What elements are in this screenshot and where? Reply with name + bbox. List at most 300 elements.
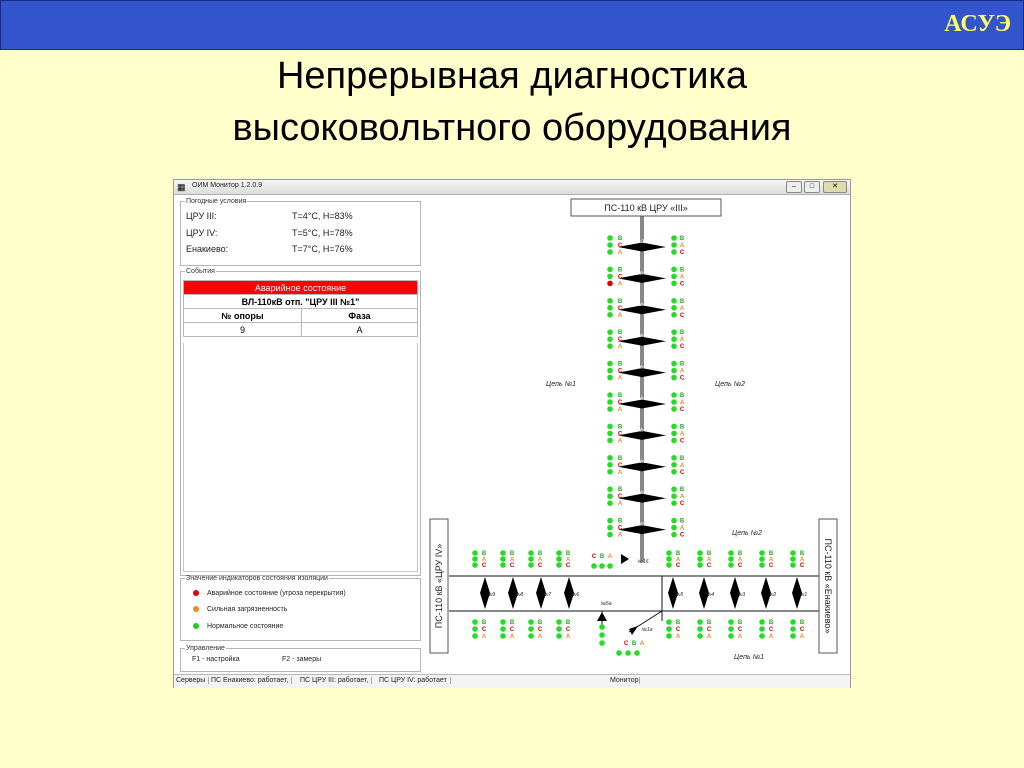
slide-title-line-2: высоковольтного оборудования bbox=[232, 107, 792, 149]
insulator-dot bbox=[607, 493, 613, 499]
insulator-dot bbox=[607, 406, 613, 412]
circuit2-label-horizontal: Цепь №2 bbox=[731, 530, 763, 537]
support-number-label: №9 bbox=[637, 270, 647, 277]
insulator-dot bbox=[790, 550, 796, 556]
insulator-dot bbox=[671, 305, 677, 311]
events-legend: События bbox=[186, 268, 215, 275]
weather-value: T=5°С, H=78% bbox=[292, 228, 353, 238]
phase-letter: В bbox=[537, 551, 543, 557]
phase-letter: С bbox=[679, 532, 685, 539]
insulator-dot bbox=[671, 375, 677, 381]
phase-letter: С bbox=[617, 462, 623, 469]
insulator-dot bbox=[790, 626, 796, 632]
insulator-dot bbox=[607, 399, 613, 405]
insulator-dot bbox=[671, 368, 677, 374]
support-number-label: №1 bbox=[637, 521, 647, 528]
insulator-dot bbox=[607, 500, 613, 506]
phase-letter: С bbox=[768, 627, 774, 633]
phase-letter: А bbox=[617, 250, 623, 256]
insulator-dot bbox=[625, 650, 631, 656]
event-phase-cell[interactable]: А bbox=[302, 323, 418, 337]
insulator-dot bbox=[607, 281, 613, 287]
insulator-dot bbox=[671, 399, 677, 405]
insulator-dot bbox=[671, 312, 677, 318]
phase-letter: В bbox=[617, 267, 623, 274]
insulator-dot bbox=[790, 556, 796, 562]
weather-name: ЦРУ III: bbox=[186, 211, 217, 221]
insulator-dot bbox=[671, 298, 677, 304]
support-number-label: №9 bbox=[487, 592, 496, 598]
insulator-dot bbox=[472, 626, 478, 632]
phase-letter: С bbox=[481, 563, 487, 569]
phase-letter: С bbox=[737, 627, 743, 633]
phase-letter: С bbox=[679, 501, 685, 508]
phase-letter: С bbox=[565, 563, 571, 569]
insulator-dot bbox=[599, 563, 605, 569]
insulator-dot bbox=[759, 550, 765, 556]
weather-value: T=4°С, H=83% bbox=[292, 211, 353, 221]
status-cru4: ПС ЦРУ IV: работает bbox=[379, 677, 451, 684]
insulator-dot bbox=[666, 556, 672, 562]
insulator-dot bbox=[607, 532, 613, 538]
insulator-dot bbox=[759, 619, 765, 625]
phase-letter: С bbox=[679, 250, 685, 256]
insulator-dot bbox=[556, 619, 562, 625]
phase-letter: В bbox=[509, 551, 515, 557]
insulator-dot bbox=[556, 556, 562, 562]
phase-letter: А bbox=[679, 431, 685, 438]
phase-letter: С bbox=[799, 627, 805, 633]
phase-letter: С bbox=[679, 407, 685, 413]
phase-letter: В bbox=[617, 455, 623, 462]
phase-letter: С bbox=[617, 400, 623, 406]
indicators-legend: Значение индикаторов состояния изоляции bbox=[186, 575, 328, 582]
right-substation-label: ПС-110 кВ «Енакиево» bbox=[823, 538, 833, 634]
insulator-dot bbox=[556, 562, 562, 568]
insulator-dot bbox=[607, 298, 613, 304]
branch-16-arrow-icon bbox=[621, 554, 629, 564]
f1-settings-hint[interactable]: F1 - настройка bbox=[192, 656, 240, 663]
phase-letter: А bbox=[617, 407, 623, 413]
support-number-label: №6 bbox=[571, 592, 580, 598]
phase-letter: В bbox=[675, 620, 681, 626]
left-substation-label: ПС-110 кВ «ЦРУ IV» bbox=[434, 543, 444, 629]
insulator-dot bbox=[556, 550, 562, 556]
phase-letter: В bbox=[679, 267, 685, 274]
insulator-dot bbox=[528, 633, 534, 639]
insulator-dot bbox=[666, 619, 672, 625]
phase-letter: В bbox=[799, 620, 805, 626]
legend-label: Аварийное состояние (угроза перекрытия) bbox=[207, 590, 346, 597]
insulator-dot bbox=[671, 392, 677, 398]
phase-letter: А bbox=[679, 368, 685, 375]
phase-letter: С bbox=[675, 563, 681, 569]
insulator-dot bbox=[671, 329, 677, 335]
phase-letter: В bbox=[617, 487, 623, 494]
phase-letter: В bbox=[799, 551, 805, 557]
status-monitor: Монитор bbox=[610, 677, 639, 684]
insulator-dot bbox=[500, 556, 506, 562]
insulator-dot bbox=[671, 431, 677, 437]
circuit1-label-vertical: Цепь №1 bbox=[545, 381, 577, 388]
phase-letter: С bbox=[706, 627, 712, 633]
phase-letter: С bbox=[617, 337, 623, 344]
support-number-label: №6 bbox=[637, 364, 647, 371]
top-substation-label: ПС-110 кВ ЦРУ «III» bbox=[604, 203, 688, 213]
phase-letter: С bbox=[679, 469, 685, 476]
phase-letter: В bbox=[617, 424, 623, 431]
phase-letter: В bbox=[565, 551, 571, 557]
support-number-label: №10 bbox=[636, 239, 648, 245]
insulator-dot bbox=[671, 406, 677, 412]
phase-letter: А bbox=[679, 400, 685, 406]
weather-name: ЦРУ IV: bbox=[186, 228, 218, 238]
minimize-button[interactable]: – bbox=[786, 181, 802, 193]
phase-letter: В bbox=[509, 620, 515, 626]
insulator-dot bbox=[528, 619, 534, 625]
insulator-dot bbox=[671, 343, 677, 349]
insulator-dot bbox=[599, 640, 605, 646]
support-16-label: №16 bbox=[637, 559, 649, 565]
phase-letter: А bbox=[617, 532, 623, 539]
insulator-dot bbox=[607, 469, 613, 475]
phase-letter: В bbox=[481, 551, 487, 557]
window-title: ОИМ Монитор 1.2.0.9 bbox=[192, 182, 263, 189]
phase-letter: В bbox=[537, 620, 543, 626]
title-bar bbox=[0, 0, 1024, 50]
insulator-dot bbox=[671, 242, 677, 248]
support-number-label: №8 bbox=[515, 592, 524, 598]
phase-letter: А bbox=[617, 438, 623, 445]
insulator-dot bbox=[500, 633, 506, 639]
event-alarm-row[interactable]: Аварийное состояние bbox=[184, 281, 418, 295]
phase-letter: А bbox=[565, 634, 571, 640]
phase-letter: С bbox=[623, 641, 629, 647]
phase-letter: А bbox=[679, 274, 685, 281]
branch-1a-arrow-icon bbox=[629, 626, 638, 635]
insulator-dot bbox=[728, 556, 734, 562]
phase-letter: С bbox=[679, 344, 685, 351]
phase-letter: А bbox=[481, 634, 487, 640]
insulator-dot bbox=[728, 626, 734, 632]
phase-letter: С bbox=[679, 375, 685, 382]
phase-letter: С bbox=[617, 494, 623, 501]
close-button[interactable]: ✕ bbox=[823, 181, 847, 193]
phase-letter: В bbox=[679, 424, 685, 431]
insulator-dot bbox=[697, 556, 703, 562]
phase-letter: С bbox=[617, 525, 623, 532]
insulator-dot bbox=[671, 281, 677, 287]
phase-letter: В bbox=[737, 551, 743, 557]
phase-letter: С bbox=[617, 368, 623, 375]
insulator-dot bbox=[607, 462, 613, 468]
insulator-dot bbox=[607, 392, 613, 398]
insulator-dot bbox=[500, 550, 506, 556]
phase-letter: С bbox=[617, 305, 623, 312]
insulator-dot bbox=[671, 424, 677, 430]
phase-letter: В bbox=[617, 236, 623, 242]
phase-letter: А bbox=[768, 634, 774, 640]
insulator-dot bbox=[697, 633, 703, 639]
phase-letter: В bbox=[631, 641, 637, 647]
phase-letter: А bbox=[617, 469, 623, 476]
phase-letter: А bbox=[679, 494, 685, 501]
insulator-dot bbox=[671, 249, 677, 255]
insulator-dot bbox=[759, 556, 765, 562]
insulator-dot bbox=[607, 343, 613, 349]
insulator-dot bbox=[666, 550, 672, 556]
legend-label: Сильная загрязненность bbox=[207, 606, 288, 613]
insulator-dot bbox=[671, 469, 677, 475]
insulator-dot bbox=[472, 619, 478, 625]
phase-letter: В bbox=[679, 455, 685, 462]
insulator-dot bbox=[607, 361, 613, 367]
monitor-window bbox=[173, 179, 851, 688]
phase-letter: С bbox=[617, 274, 623, 281]
insulator-dot bbox=[472, 562, 478, 568]
insulator-dot bbox=[671, 438, 677, 444]
phase-letter: В bbox=[617, 518, 623, 525]
insulator-dot bbox=[671, 532, 677, 538]
insulator-dot bbox=[671, 274, 677, 280]
event-support-cell[interactable]: 9 bbox=[184, 323, 302, 337]
insulator-dot bbox=[472, 633, 478, 639]
phase-letter: А bbox=[679, 525, 685, 532]
status-enakievo: ПС Енакиево: работает, bbox=[211, 677, 292, 684]
insulator-dot bbox=[790, 619, 796, 625]
support-number-label: №7 bbox=[543, 592, 552, 598]
phase-letter: В bbox=[679, 361, 685, 368]
insulator-dot bbox=[528, 562, 534, 568]
phase-letter: С bbox=[591, 554, 597, 560]
phase-letter: В bbox=[565, 620, 571, 626]
insulator-dot bbox=[671, 235, 677, 241]
insulator-dot bbox=[607, 375, 613, 381]
phase-letter: С bbox=[617, 431, 623, 438]
insulator-dot bbox=[607, 431, 613, 437]
insulator-dot bbox=[607, 518, 613, 524]
insulator-dot bbox=[728, 562, 734, 568]
phase-letter: В bbox=[679, 393, 685, 399]
network-scheme bbox=[174, 180, 850, 674]
phase-letter: А bbox=[509, 634, 515, 640]
phase-letter: В bbox=[617, 298, 623, 305]
insulator-dot bbox=[790, 633, 796, 639]
status-bar bbox=[174, 674, 850, 688]
phase-letter: А bbox=[679, 305, 685, 312]
phase-letter: А bbox=[679, 462, 685, 469]
insulator-dot bbox=[607, 455, 613, 461]
insulator-dot bbox=[528, 556, 534, 562]
f2-measure-hint[interactable]: F2 - замеры bbox=[282, 656, 322, 663]
phase-letter: В bbox=[675, 551, 681, 557]
phase-letter: А bbox=[737, 557, 743, 563]
phase-letter: В bbox=[481, 620, 487, 626]
insulator-dot bbox=[671, 500, 677, 506]
insulator-dot bbox=[697, 619, 703, 625]
phase-letter: С bbox=[537, 563, 543, 569]
insulator-dot bbox=[500, 562, 506, 568]
support-number-label: №8 bbox=[637, 301, 647, 308]
phase-letter: А bbox=[537, 557, 543, 563]
phase-letter: В bbox=[679, 330, 685, 337]
phase-letter: В bbox=[617, 330, 623, 337]
insulator-dot bbox=[607, 368, 613, 374]
phase-letter: С bbox=[617, 243, 623, 249]
status-servers: Серверы bbox=[176, 677, 209, 684]
phase-letter: С bbox=[675, 627, 681, 633]
insulator-dot bbox=[528, 550, 534, 556]
insulator-dot bbox=[666, 633, 672, 639]
phase-letter: С bbox=[768, 563, 774, 569]
support-number-label: №5 bbox=[675, 592, 684, 598]
insulator-dot bbox=[607, 267, 613, 273]
support-number-label: №7 bbox=[637, 333, 647, 340]
phase-letter: А bbox=[617, 501, 623, 508]
insulator-dot bbox=[697, 562, 703, 568]
phase-letter: А bbox=[768, 557, 774, 563]
insulator-dot bbox=[728, 633, 734, 639]
phase-letter: А bbox=[706, 557, 712, 563]
insulator-dot bbox=[671, 525, 677, 531]
phase-letter: А bbox=[679, 243, 685, 249]
insulator-dot bbox=[472, 556, 478, 562]
phase-letter: В bbox=[706, 551, 712, 557]
insulator-dot bbox=[607, 438, 613, 444]
phase-letter: С bbox=[737, 563, 743, 569]
insulator-dot bbox=[697, 550, 703, 556]
support-number-label: №4 bbox=[706, 592, 715, 598]
insulator-dot bbox=[607, 249, 613, 255]
phase-letter: А bbox=[799, 557, 805, 563]
insulator-dot bbox=[607, 312, 613, 318]
weather-value: T=7°С, H=76% bbox=[292, 244, 353, 254]
phase-letter: А bbox=[799, 634, 805, 640]
insulator-dot bbox=[671, 518, 677, 524]
branch-5a-arrow-icon bbox=[597, 612, 607, 621]
insulator-dot bbox=[671, 336, 677, 342]
circuit1-label-horizontal: Цепь №1 bbox=[733, 654, 765, 661]
insulator-dot bbox=[671, 455, 677, 461]
brand-logo: АСУЭ bbox=[944, 11, 1011, 37]
insulator-dot bbox=[591, 563, 597, 569]
insulator-dot bbox=[607, 305, 613, 311]
col-support-header: № опоры bbox=[184, 309, 302, 323]
phase-letter: В bbox=[617, 393, 623, 399]
phase-letter: С bbox=[706, 563, 712, 569]
insulator-dot bbox=[607, 486, 613, 492]
phase-letter: В bbox=[768, 551, 774, 557]
phase-letter: А bbox=[607, 554, 613, 560]
phase-letter: В bbox=[679, 487, 685, 494]
support-number-label: №3 bbox=[737, 592, 746, 598]
phase-letter: В bbox=[679, 518, 685, 525]
insulator-dot bbox=[599, 624, 605, 630]
insulator-dot bbox=[500, 626, 506, 632]
phase-letter: В bbox=[617, 361, 623, 368]
insulator-dot bbox=[528, 626, 534, 632]
phase-letter: В bbox=[768, 620, 774, 626]
insulator-dot bbox=[666, 626, 672, 632]
insulator-dot bbox=[607, 336, 613, 342]
insulator-dot bbox=[556, 626, 562, 632]
phase-letter: С bbox=[537, 627, 543, 633]
phase-letter: А bbox=[537, 634, 543, 640]
phase-letter: А bbox=[617, 281, 623, 288]
phase-letter: С bbox=[679, 438, 685, 445]
insulator-dot bbox=[697, 626, 703, 632]
app-icon: ▦ bbox=[177, 182, 186, 192]
insulator-dot bbox=[759, 562, 765, 568]
insulator-dot bbox=[671, 486, 677, 492]
phase-letter: С bbox=[481, 627, 487, 633]
insulator-dot bbox=[607, 274, 613, 280]
status-cru3: ПС ЦРУ III: работает, bbox=[300, 677, 372, 684]
support-5a-label: №5а bbox=[600, 601, 612, 607]
support-number-label: №2 bbox=[768, 592, 777, 598]
weather-name: Енакиево: bbox=[186, 244, 229, 254]
support-number-label: №3 bbox=[637, 458, 647, 465]
phase-letter: В bbox=[679, 298, 685, 305]
phase-letter: С bbox=[509, 627, 515, 633]
phase-letter: С bbox=[565, 627, 571, 633]
phase-letter: В bbox=[706, 620, 712, 626]
insulator-dot bbox=[671, 361, 677, 367]
support-number-label: №5 bbox=[637, 396, 647, 402]
phase-letter: А bbox=[617, 344, 623, 351]
insulator-dot bbox=[671, 462, 677, 468]
insulator-dot bbox=[607, 329, 613, 335]
support-number-label: №2 bbox=[637, 490, 647, 497]
insulator-dot bbox=[607, 424, 613, 430]
insulator-dot bbox=[500, 619, 506, 625]
phase-letter: В bbox=[679, 236, 685, 242]
insulator-dot bbox=[607, 563, 613, 569]
support-1a-label: №1а bbox=[641, 627, 653, 633]
maximize-button[interactable]: □ bbox=[804, 181, 820, 193]
insulator-dot bbox=[607, 242, 613, 248]
phase-letter: А bbox=[675, 557, 681, 563]
insulator-dot bbox=[728, 619, 734, 625]
phase-letter: С bbox=[509, 563, 515, 569]
insulator-dot bbox=[556, 633, 562, 639]
phase-letter: В bbox=[737, 620, 743, 626]
insulator-dot bbox=[671, 267, 677, 273]
phase-letter: С bbox=[679, 281, 685, 288]
weather-legend: Погодные условия bbox=[186, 198, 247, 205]
insulator-dot bbox=[666, 562, 672, 568]
insulator-dot bbox=[607, 525, 613, 531]
col-phase-header: Фаза bbox=[302, 309, 418, 323]
insulator-dot bbox=[599, 632, 605, 638]
phase-letter: А bbox=[617, 312, 623, 319]
insulator-dot bbox=[616, 650, 622, 656]
insulator-dot bbox=[671, 493, 677, 499]
phase-letter: С bbox=[679, 312, 685, 319]
insulator-dot bbox=[607, 235, 613, 241]
phase-letter: В bbox=[599, 554, 605, 560]
phase-letter: А bbox=[639, 641, 645, 647]
insulator-dot bbox=[634, 650, 640, 656]
legend-label: Нормальное состояние bbox=[207, 623, 284, 630]
phase-letter: А bbox=[737, 634, 743, 640]
event-line-name[interactable]: ВЛ-110кВ отп. "ЦРУ III №1" bbox=[184, 295, 418, 309]
control-legend: Управление bbox=[186, 645, 225, 652]
insulator-dot bbox=[472, 550, 478, 556]
phase-letter: А bbox=[509, 557, 515, 563]
insulator-dot bbox=[759, 626, 765, 632]
insulator-dot bbox=[728, 550, 734, 556]
